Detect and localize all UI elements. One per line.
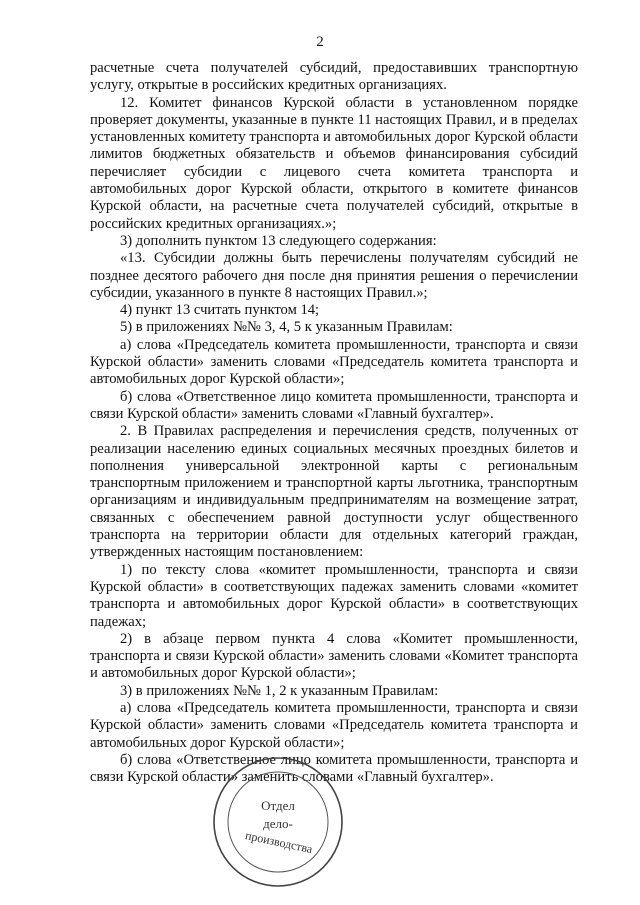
paragraph: 3) в приложениях №№ 1, 2 к указанным Правилам:: [120, 682, 439, 699]
paragraph: «13. Субсидии должны быть перечислены получателям субсидий не позднее десятого рабочего дня после дня принятия решения о перечислении субсидии, указанного в пункте 8 настоящих Правил.»;: [90, 250, 578, 301]
paragraph: б) слова «Ответственное лицо комитета промышленности, транспорта и связи Курской области» заменить словами «Главный бухгалтер».: [90, 388, 578, 422]
paragraph: б) слова «Ответственное лицо комитета промышленности, транспорта и связи Курской области» заменить словами «Главный бухгалтер».: [90, 751, 578, 786]
paragraph: 12. Комитет финансов Курской области в установленном порядке проверяет документы, указанные в пункте 11 настоящих Правил, и в пределах установленных комитету транспорта и автомобильных дорог Курской области лимитов бюджетных обязательств и объемов финансирования субсидий перечисляет субсидии с лицевого счета комитета транспорта и автомобильных дорог Курской области, открытого в комитете финансов Курской области, на расчетные счета получателей субсидий, открытые в российских кредитных организациях.»;: [90, 94, 578, 232]
paragraph: расчетные счета получателей субсидий, предоставивших транспортную услугу, открытые в российских кредитных организациях.: [90, 60, 578, 94]
stamp-line: производства: [243, 828, 314, 857]
paragraph: а) слова «Председатель комитета промышленности, транспорта и связи Курской области» заменить словами «Председатель комитета транспорта и автомобильных дорог Курской области»;: [90, 336, 578, 388]
paragraph: 2) в абзаце первом пункта 4 слова «Комитет промышленности, транспорта и связи Курской области» заменить словами «Комитет транспорта и автомобильных дорог Курской области»;: [90, 630, 578, 682]
paragraph: а) слова «Председатель комитета промышленности, транспорта и связи Курской области» заменить словами «Председатель комитета транспорта и автомобильных дорог Курской области»;: [90, 699, 578, 751]
page-number: 2: [316, 34, 324, 50]
paragraph: 2. В Правилах распределения и перечисления средств, полученных от реализации населению единых социальных месячных проездных билетов и пополнения универсальной электронной карты с региональным транспортным приложением и транспортной карты льготника, транспортным организациям и индивидуальным предпринимателям на возмещение затрат, связанных с обеспечением равной доступности услуг общественного транспорта на территории области для отдельных категорий граждан, утвержденных настоящим постановлением:: [90, 423, 578, 561]
stamp-seal-icon: [208, 752, 348, 892]
office-stamp: [208, 752, 348, 892]
stamp-line: дело-: [263, 816, 293, 831]
document-body: [90, 60, 578, 786]
paragraph: 3) дополнить пунктом 13 следующего содержания:: [120, 232, 437, 249]
paragraph: 4) пункт 13 считать пунктом 14;: [120, 302, 320, 319]
paragraph: 5) в приложениях №№ 3, 4, 5 к указанным Правилам:: [120, 319, 453, 336]
stamp-line: Отдел: [261, 798, 295, 813]
paragraph: 1) по тексту слова «комитет промышленности, транспорта и связи Курской области» в соответствующих падежах заменить словами «комитет транспорта и автомобильных дорог Курской области» в соответствующих падежах;: [90, 561, 578, 630]
